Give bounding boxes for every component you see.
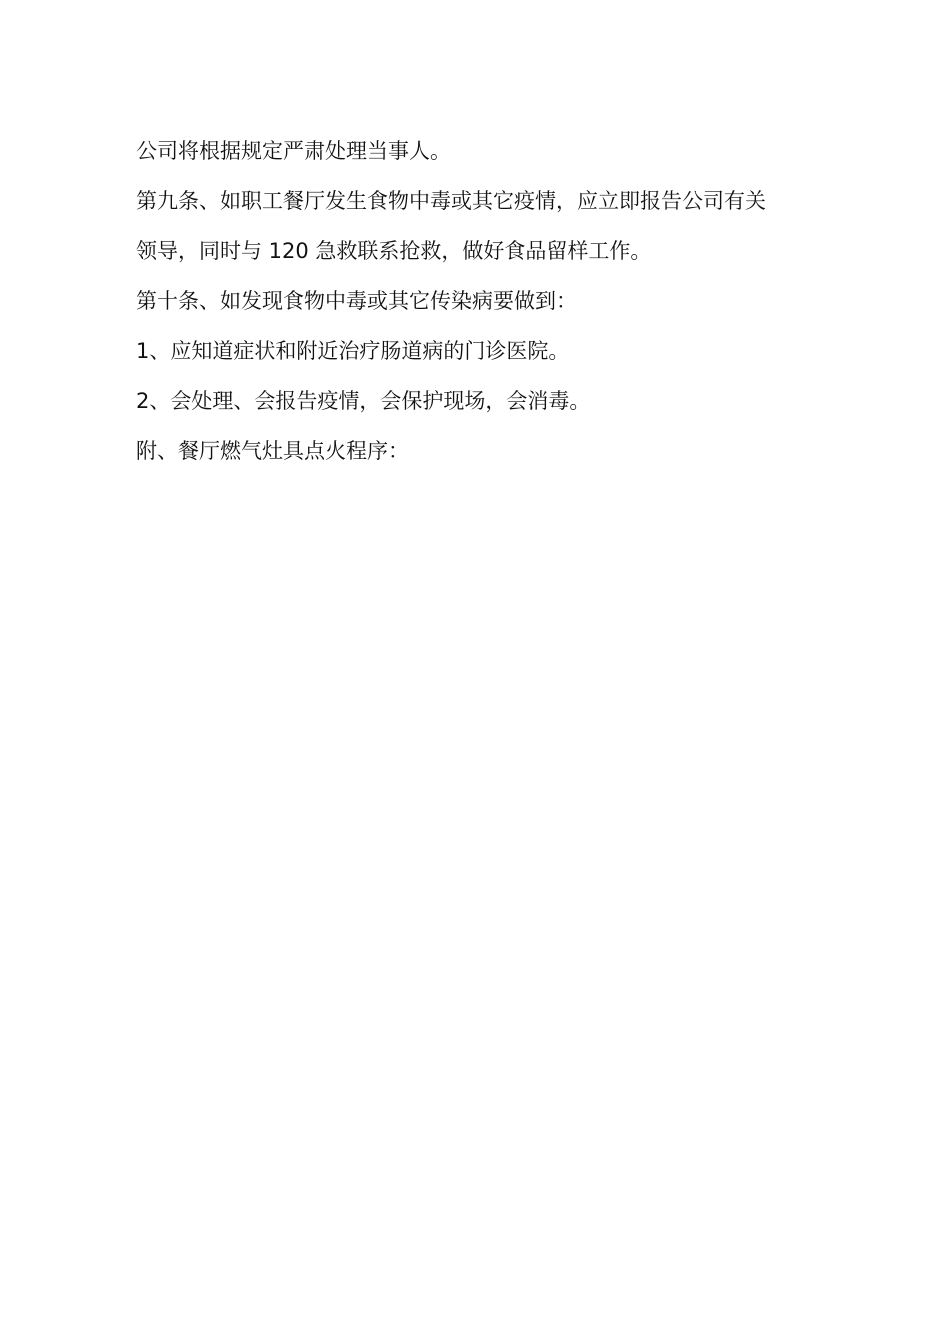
list-item-2: 2、会处理、会报告疫情，会保护现场，会消毒。 [136,389,591,413]
list-item-1: 1、应知道症状和附近治疗肠道病的门诊医院。 [136,339,570,363]
appendix-heading: 附、餐厅燃气灶具点火程序： [136,439,409,463]
paragraph-line-1: 公司将根据规定严肃处理当事人。 [136,139,451,163]
article-9-line-2: 领导，同时与 120 急救联系抢救，做好食品留样工作。 [136,239,652,263]
document-body [136,132,826,482]
article-10-heading: 第十条、如发现食物中毒或其它传染病要做到： [136,289,577,313]
article-9-line-1: 第九条、如职工餐厅发生食物中毒或其它疫情，应立即报告公司有关 [136,189,766,213]
